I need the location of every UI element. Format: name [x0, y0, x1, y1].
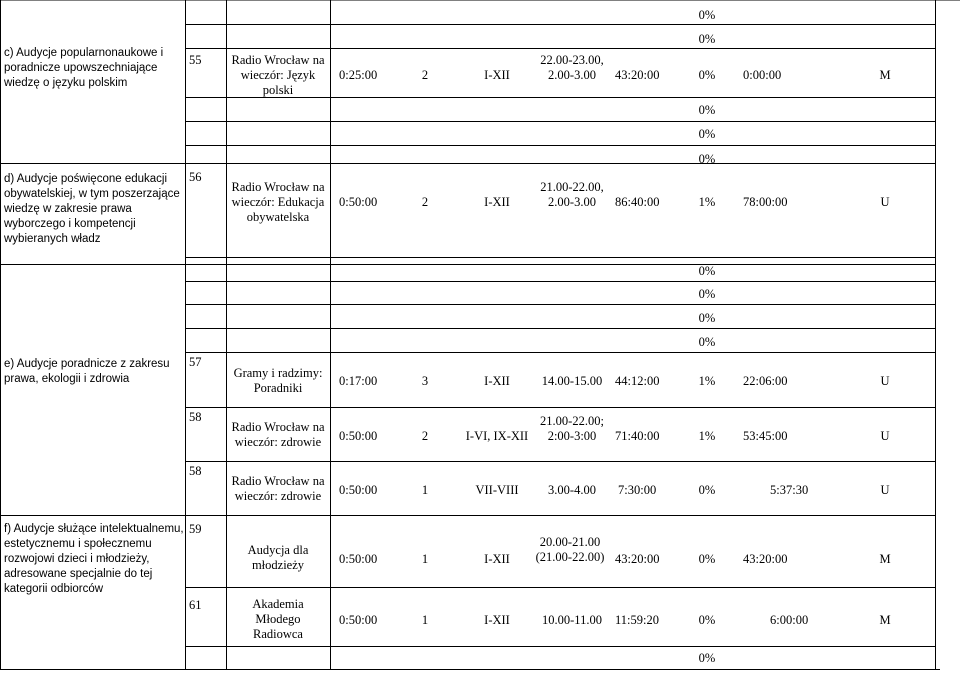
share: 1% — [698, 429, 716, 443]
program-title: Radio Wrocław na wieczór: Język polski — [231, 53, 325, 97]
program-title: Radio Wrocław na wieczór: zdrowie — [231, 420, 325, 449]
row-number: 57 — [189, 355, 202, 369]
category-e: e) Audycje poradnicze z zakresu prawa, ekologii i zdrowia — [4, 358, 170, 385]
months: I-XII — [484, 613, 510, 627]
share: 0% — [698, 68, 716, 82]
premiere-time: 53:45:00 — [743, 429, 788, 443]
program-title: Radio Wrocław na wieczór: Edukacja obywatelska — [231, 180, 325, 224]
flag: U — [880, 483, 890, 497]
frequency: 1 — [421, 483, 429, 497]
duration: 0:25:00 — [339, 68, 378, 82]
frequency: 1 — [421, 552, 429, 566]
category-c: c) Audycje popularnonaukowe i poradnicze upowszechniające wiedzę o języku polskim — [4, 47, 164, 89]
program-title: Akademia Młodego Radiowca — [252, 597, 304, 641]
row-number: 61 — [189, 598, 202, 612]
total-time: 44:12:00 — [615, 374, 660, 388]
program-title: Gramy i radzimy: Poradniki — [233, 366, 323, 395]
premiere-time: 5:37:30 — [770, 483, 809, 497]
total-time: 86:40:00 — [615, 195, 660, 209]
total-time: 71:40:00 — [615, 429, 660, 443]
air-hours: 10.00-11.00 — [542, 613, 602, 627]
row-number: 58 — [189, 464, 202, 478]
share: 0% — [698, 552, 716, 566]
air-hours: 3.00-4.00 — [548, 483, 596, 497]
frequency: 3 — [421, 374, 429, 388]
air-hours: 20.00-21.00 (21.00-22.00) — [535, 535, 605, 564]
premiere-time: 78:00:00 — [743, 195, 788, 209]
share: 0% — [698, 483, 716, 497]
program-title: Audycja dla młodzieży — [247, 543, 309, 572]
row-number: 59 — [189, 522, 202, 536]
total-time: 43:20:00 — [615, 552, 660, 566]
total-time: 7:30:00 — [618, 483, 657, 497]
row-number: 58 — [189, 410, 202, 424]
duration: 0:50:00 — [339, 483, 378, 497]
flag: U — [880, 429, 890, 443]
empty-row-share: 0% — [698, 287, 716, 301]
flag: M — [879, 68, 891, 82]
premiere-time: 43:20:00 — [743, 552, 788, 566]
premiere-time: 22:06:00 — [743, 374, 788, 388]
category-f: f) Audycje służące intelektualnemu, estetycznemu i społecznemu rozwojowi dzieci i młodzieży, adresowane specjalnie do tej kategorii odbiorców — [4, 523, 184, 595]
duration: 0:50:00 — [339, 429, 378, 443]
empty-row-share: 0% — [698, 311, 716, 325]
row-number: 55 — [189, 53, 202, 67]
frequency: 1 — [421, 613, 429, 627]
flag: M — [879, 613, 891, 627]
share: 1% — [698, 195, 716, 209]
empty-row-share: 0% — [698, 152, 716, 166]
empty-row-share: 0% — [698, 32, 716, 46]
air-hours: 21.00-22.00, 2.00-3.00 — [540, 180, 604, 209]
duration: 0:50:00 — [339, 195, 378, 209]
premiere-time: 0:00:00 — [743, 68, 782, 82]
air-hours: 22.00-23.00, 2.00-3.00 — [540, 53, 604, 82]
months: I-XII — [484, 68, 510, 82]
program-title: Radio Wrocław na wieczór: zdrowie — [231, 474, 325, 503]
category-d: d) Audycje poświęcone edukacji obywatelskiej, w tym poszerzające wiedzę w zakresie prawa wyborczego i kompetencji wybieranych władz — [4, 173, 180, 245]
months: I-XII — [484, 374, 510, 388]
empty-row-share: 0% — [698, 335, 716, 349]
months: I-XII — [484, 195, 510, 209]
empty-row-share: 0% — [698, 127, 716, 141]
flag: U — [880, 195, 890, 209]
duration: 0:50:00 — [339, 552, 378, 566]
empty-row-share: 0% — [698, 103, 716, 117]
months: I-XII — [484, 552, 510, 566]
total-time: 43:20:00 — [615, 68, 660, 82]
frequency: 2 — [421, 68, 429, 82]
air-hours: 21.00-22.00; 2:00-3:00 — [540, 414, 604, 443]
duration: 0:17:00 — [339, 374, 378, 388]
total-time: 11:59:20 — [615, 613, 659, 627]
flag: M — [879, 552, 891, 566]
months: VII-VIII — [475, 483, 519, 497]
share: 1% — [698, 374, 716, 388]
frequency: 2 — [421, 195, 429, 209]
months: I-VI, IX-XII — [465, 429, 529, 443]
frequency: 2 — [421, 429, 429, 443]
empty-row-share: 0% — [698, 651, 716, 665]
row-number: 56 — [189, 170, 202, 184]
share: 0% — [698, 613, 716, 627]
air-hours: 14.00-15.00 — [541, 374, 603, 388]
empty-row-share: 0% — [698, 264, 716, 278]
empty-row-share: 0% — [698, 8, 716, 22]
premiere-time: 6:00:00 — [770, 613, 809, 627]
duration: 0:50:00 — [339, 613, 378, 627]
flag: U — [880, 374, 890, 388]
